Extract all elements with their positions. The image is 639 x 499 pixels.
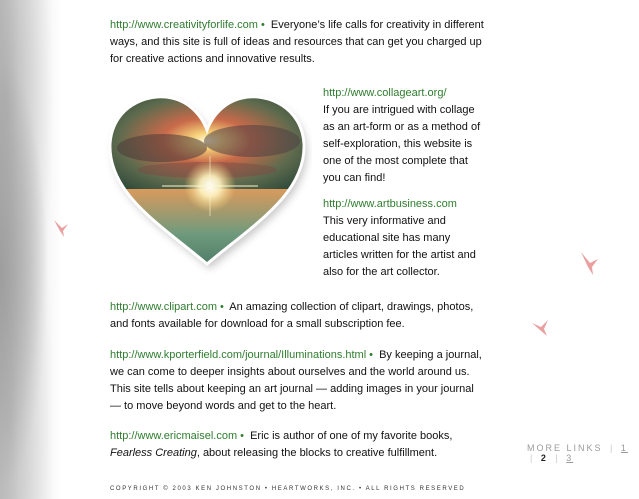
link-artbusiness[interactable]: http://www.artbusiness.com	[323, 198, 457, 210]
page-link-1[interactable]: 1	[620, 443, 628, 453]
more-links-label: MORE LINKS	[527, 443, 603, 453]
link-creativityforlife[interactable]: http://www.creativityforlife.com	[110, 19, 258, 31]
link-description: If you are intrigued with collage as an art-form or as a method of self-exploration, this website is one of the most complete that you can find!	[323, 104, 481, 184]
link-description: By keeping a journal, we can come to deeper insights about ourselves and the world around us. This site tells about keeping an art journal — adding images in your journal — to move beyond words and get to the heart.	[110, 349, 482, 412]
link-entry-artbusiness	[323, 196, 483, 281]
link-ericmaisel[interactable]: http://www.ericmaisel.com	[110, 430, 238, 442]
bird-icon	[530, 318, 550, 338]
link-entry-clipart	[110, 299, 485, 333]
link-entry-collageart	[323, 85, 483, 187]
link-description: This very informative and educational site has many articles written for the artist and also for the art collector.	[323, 215, 476, 278]
page-link-2-current: 2	[540, 453, 548, 463]
link-entry-kporterfield	[110, 347, 482, 415]
link-kporterfield[interactable]: http://www.kporterfield.com/journal/Illuminations.html	[110, 349, 367, 361]
copyright-footer: COPYRIGHT © 2003 KEN JOHNSTON • HEARTWORKS, INC. • ALL RIGHTS RESERVED	[110, 486, 466, 492]
pagination-separator: |	[555, 453, 560, 463]
link-description: Eric is author of one of my favorite books,	[250, 430, 453, 442]
bullet-separator: •	[219, 301, 224, 313]
bird-icon	[52, 218, 70, 238]
book-title: Fearless Creating	[110, 447, 197, 459]
link-description: Everyone’s life calls for creativity in different ways, and this site is full of ideas and resources that can get you charged up for creative actions and innovative results.	[110, 19, 484, 65]
link-collageart[interactable]: http://www.collageart.org/	[323, 87, 447, 99]
bullet-separator: •	[369, 349, 374, 361]
link-clipart[interactable]: http://www.clipart.com	[110, 301, 217, 313]
torn-paper-edge	[0, 0, 62, 499]
page-link-3[interactable]: 3	[566, 453, 574, 463]
link-description-end: , about releasing the blocks to creative fulfillment.	[196, 447, 438, 459]
bird-icon	[578, 250, 600, 276]
heart-sunset-image	[102, 86, 312, 276]
bullet-separator: •	[260, 19, 265, 31]
pagination-separator: |	[610, 443, 615, 453]
link-entry-creativityforlife	[110, 17, 488, 68]
more-links-pagination	[527, 443, 639, 463]
link-description: An amazing collection of clipart, drawings, photos, and fonts available for download for a small subscription fee.	[110, 301, 474, 330]
pagination-separator: |	[530, 453, 535, 463]
bullet-separator: •	[240, 430, 245, 442]
link-entry-ericmaisel	[110, 428, 492, 462]
